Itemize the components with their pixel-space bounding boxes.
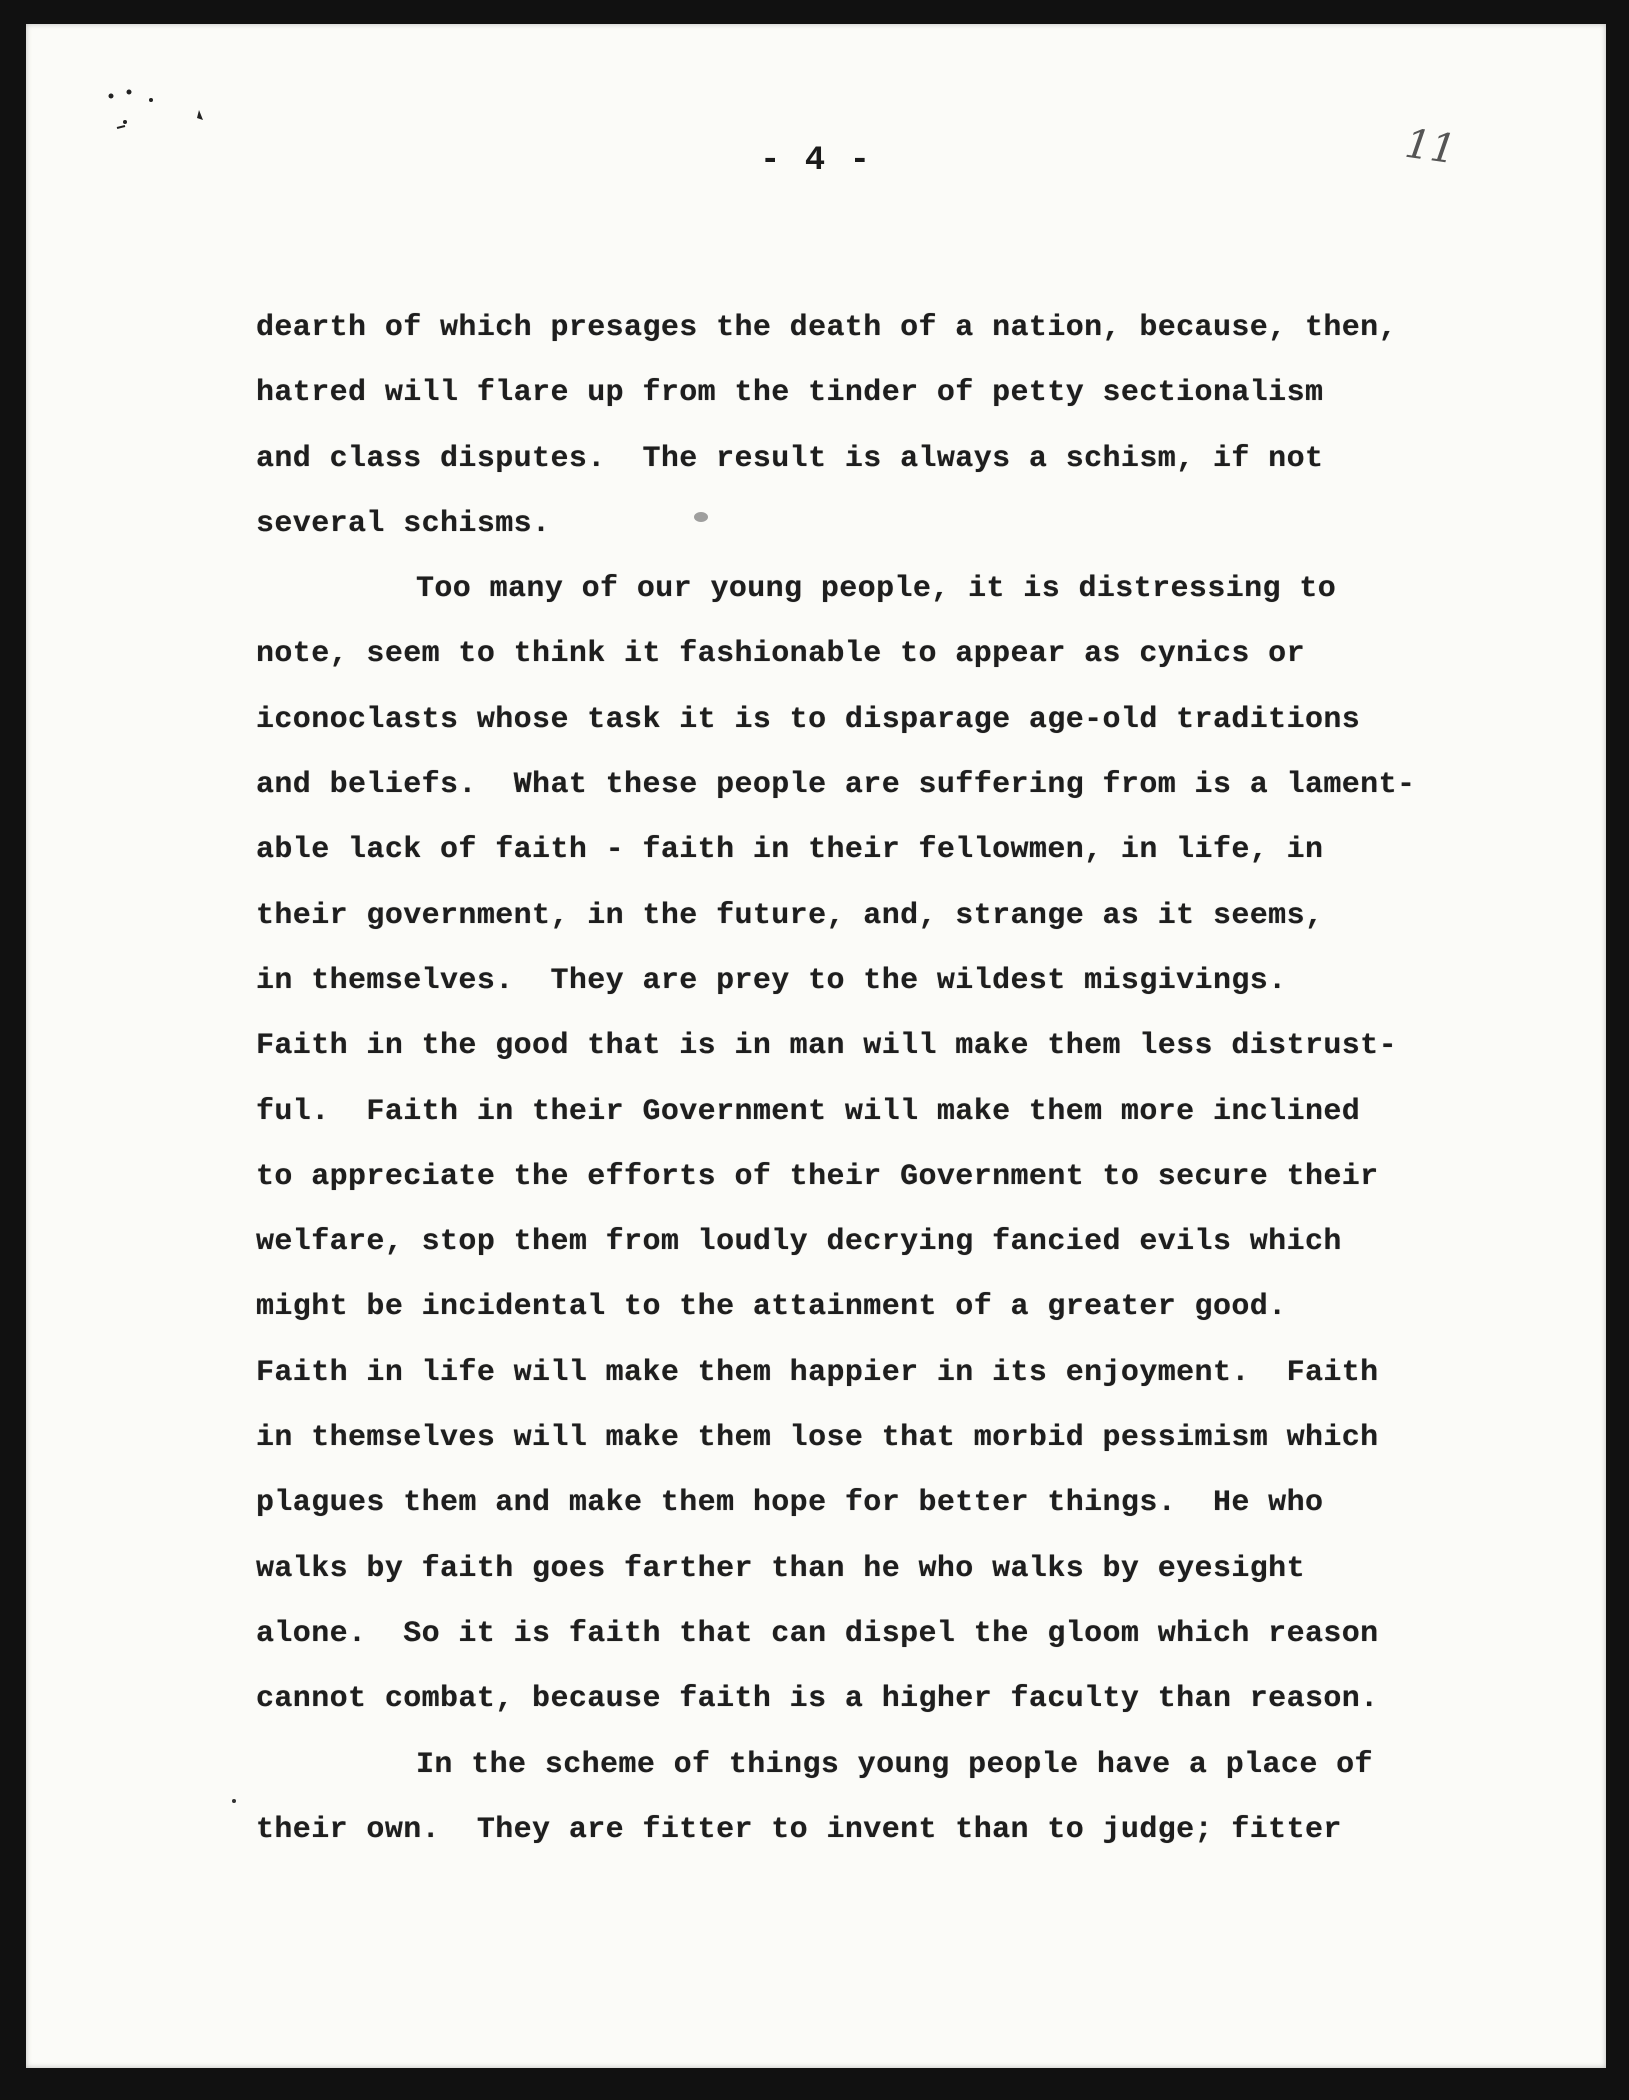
- typed-page: [26, 24, 1606, 2068]
- text-line: dearth of which presages the death of a nation, because, then,: [256, 311, 1397, 345]
- stray-mark: [232, 1799, 236, 1803]
- text-line: able lack of faith - faith in their fellowmen, in life, in: [256, 833, 1324, 868]
- text-line: in themselves will make them lose that morbid pessimism which: [256, 1421, 1379, 1456]
- body-text: [256, 296, 1546, 1863]
- text-line: Faith in life will make them happier in its enjoyment. Faith: [256, 1355, 1379, 1390]
- page-number: - 4 -: [759, 142, 873, 180]
- text-line: in themselves. They are prey to the wildest misgivings.: [256, 963, 1287, 998]
- text-line: walks by faith goes farther than he who walks by eyesight: [256, 1551, 1305, 1586]
- text-line-paragraph-start: Too many of our young people, it is distressing to: [416, 572, 1337, 607]
- text-line: and class disputes. The result is always a schism, if not: [256, 441, 1324, 476]
- ink-specks: [81, 62, 221, 152]
- text-line: welfare, stop them from loudly decrying fancied evils which: [256, 1225, 1342, 1260]
- text-line: iconoclasts whose task it is to disparage age-old traditions: [256, 702, 1361, 737]
- text-line: plagues them and make them hope for better things. He who: [256, 1486, 1324, 1521]
- text-line: ful. Faith in their Government will make them more inclined: [256, 1094, 1361, 1129]
- text-line: hatred will flare up from the tinder of petty sectionalism: [256, 376, 1324, 411]
- text-line: to appreciate the efforts of their Government to secure their: [256, 1159, 1379, 1194]
- text-line: their government, in the future, and, strange as it seems,: [256, 898, 1324, 933]
- margin-annotation: 11: [1402, 120, 1459, 174]
- text-line: cannot combat, because faith is a higher faculty than reason.: [256, 1682, 1379, 1717]
- text-line: their own. They are fitter to invent than to judge; fitter: [256, 1812, 1342, 1847]
- text-line: alone. So it is faith that can dispel the gloom which reason: [256, 1616, 1379, 1651]
- text-line-paragraph-start: In the scheme of things young people have a place of: [416, 1747, 1373, 1782]
- text-line: note, seem to think it fashionable to appear as cynics or: [256, 637, 1305, 672]
- text-line: might be incidental to the attainment of a greater good.: [256, 1290, 1287, 1325]
- text-line: and beliefs. What these people are suffering from is a lament-: [256, 768, 1416, 803]
- text-line: Faith in the good that is in man will make them less distrust-: [256, 1029, 1397, 1064]
- text-line: several schisms.: [256, 506, 551, 541]
